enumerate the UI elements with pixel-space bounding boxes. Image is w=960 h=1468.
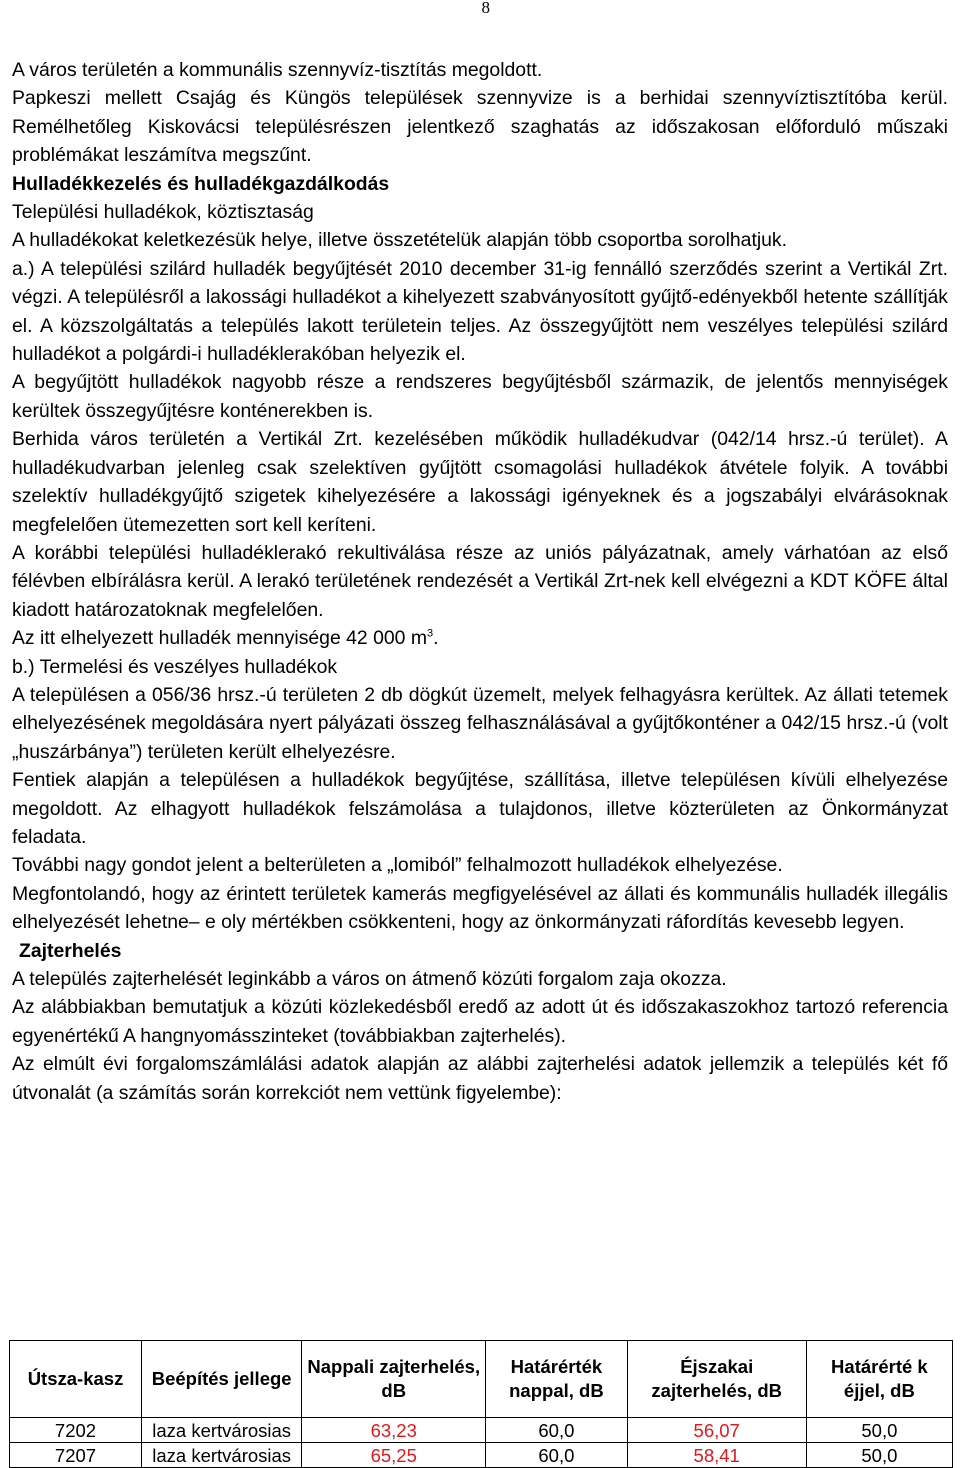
section-heading-waste: Hulladékkezelés és hulladékgazdálkodás (12, 172, 390, 195)
paragraph: Papkeszi mellett Csajág és Küngös települések szennyvize is a berhidai szennyvíztisztítóba kerül. Remélhetőleg Kiskovácsi településrészen jelentkező szaghatás az időszakosan előforduló műszaki problémákat leszámítva megszűnt. (12, 87, 948, 167)
paragraph: Berhida város területén a Vertikál Zrt. kezelésében működik hulladékudvar (042/14 hrsz.-ú terület). A hulladékudvarban jelenleg csak szelektíven gyűjtött csomagolási hulladékok átvétele folyik. A további szelektív hulladékgyűjtő szigetek kihelyezésére a lakossági igényeknek és a jogszabályi elvárásoknak megfelelően ütemezetten sort kell keríteni. (12, 428, 948, 536)
cell-building-type: laza kertvárosias (142, 1418, 302, 1443)
cell-night-limit: 50,0 (806, 1443, 952, 1468)
paragraph: A településen a 056/36 hrsz.-ú területen 2 db dögkút üzemelt, melyek felhagyásra kerültek. Az állati tetemek elhelyezésének megoldására nyert pályázati összeg felhasználásával a gyűjtőkonténer a 042/15 hrsz.-ú (volt „huszárbánya”) területen került elhelyezésre. (12, 683, 948, 763)
header-building-type: Beépítés jellege (142, 1341, 302, 1418)
cell-day-limit: 60,0 (486, 1443, 627, 1468)
header-road-section: Útsza-kasz (10, 1341, 142, 1418)
cell-night-noise: 56,07 (627, 1418, 806, 1443)
paragraph: További nagy gondot jelent a belterületen a „lomiból” felhalmozott hulladékok elhelyezése. (12, 854, 783, 877)
paragraph: Az alábbiakban bemutatjuk a közúti közlekedésből eredő az adott út és időszakaszokhoz tartozó referencia egyenértékű A hangnyomásszinteket (továbbiakban zajterhelés). (12, 996, 948, 1047)
superscript: 3 (427, 627, 434, 640)
header-day-limit: Határérték nappal, dB (486, 1341, 627, 1418)
paragraph: Az elmúlt évi forgalomszámlálási adatok alapján az alábbi zajterhelési adatok jellemzik a település két fő útvonalát (a számítás során korrekciót nem vettünk figyelembe): (12, 1053, 948, 1104)
paragraph: A korábbi települési hulladéklerakó rekultiválása része az uniós pályázatnak, amely várhatóan az első félévben elbírálásra kerül. A lerakó területének rendezését a Vertikál Zrt-nek kell elvégezni a KDT KÖFE által kiadott határozatoknak megfelelően. (12, 541, 948, 621)
cell-day-noise: 65,25 (302, 1443, 486, 1468)
paragraph: a.) A települési szilárd hulladék begyűjtését 2010 december 31-ig fennálló szerződés szerint a Vertikál Zrt. végzi. A településről a lakossági hulladékot a kihelyezett szabványosított gyűjtő-edényekből hetente szállítják el. A közszolgáltatás a település lakott területein teljes. Az összegyűjtött nem veszélyes települési szilárd hulladékot a polgárdi-i hulladéklerakóban helyezik el. (12, 257, 948, 366)
paragraph: A település zajterhelését leginkább a város on átmenő közúti forgalom zaja okozza. (12, 968, 727, 990)
cell-night-noise: 58,41 (627, 1443, 806, 1468)
paragraph: Fentiek alapján a településen a hulladékok begyűjtése, szállítása, illetve településen kívüli elhelyezése megoldott. Az elhagyott hulladékok felszámolása a tulajdonos, illetve közterületen az Önkormányzat feladata. (12, 769, 948, 848)
table-header-row (10, 1341, 953, 1418)
section-heading-noise: Zajterhelés (19, 939, 122, 962)
cell-night-limit: 50,0 (806, 1418, 952, 1443)
header-night-noise: Éjszakai zajterhelés, dB (627, 1341, 806, 1418)
cell-day-noise: 63,23 (302, 1418, 486, 1443)
header-day-noise: Nappali zajterhelés, dB (302, 1341, 486, 1418)
cell-building-type: laza kertvárosias (142, 1443, 302, 1468)
header-night-limit: Határérté k éjjel, dB (806, 1341, 952, 1418)
cell-road-section: 7207 (10, 1443, 142, 1468)
paragraph: A város területén a kommunális szennyvíz-tisztítás megoldott. (12, 59, 543, 81)
noise-table (9, 1340, 953, 1468)
table-row (10, 1418, 953, 1443)
cell-road-section: 7202 (10, 1418, 142, 1443)
waste-amount-text: Az itt elhelyezett hulladék mennyisége 42 000 m (12, 627, 427, 650)
subheading-municipal-waste: Települési hulladékok, köztisztaság (12, 201, 314, 224)
paragraph: A begyűjtött hulladékok nagyobb része a rendszeres begyűjtésből származik, de jelentős mennyiségek kerültek összegyűjtésre konténerekben is. (12, 371, 948, 422)
page-number: 8 (481, 0, 490, 17)
paragraph: Megfontolandó, hogy az érintett területek kamerás megfigyelésével az állati és kommunális hulladék illegális elhelyezését lehetne– e oly mértékben csökkenteni, hogy az önkormányzati ráfordítás kevesebb legyen. (12, 882, 948, 934)
sentence-end: . (433, 627, 439, 650)
document-body (12, 56, 948, 1107)
paragraph: b.) Termelési és veszélyes hulladékok (12, 655, 338, 678)
table-row (10, 1443, 953, 1468)
paragraph: A hulladékokat keletkezésük helye, illetve összetételük alapján több csoportba sorolhatjuk. (12, 229, 788, 252)
cell-day-limit: 60,0 (486, 1418, 627, 1443)
paragraph (12, 624, 948, 652)
